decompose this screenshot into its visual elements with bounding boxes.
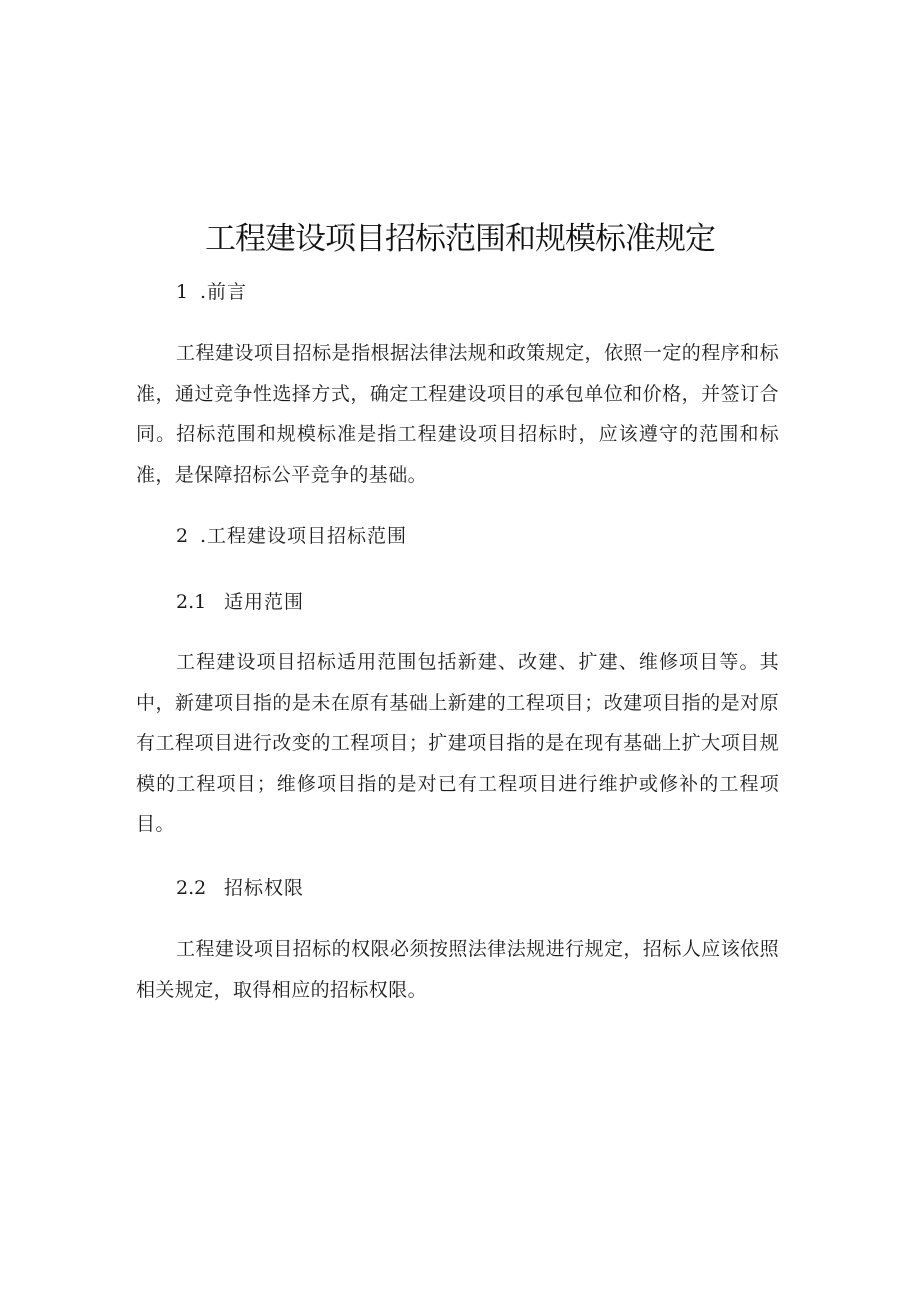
section-number: 2: [176, 525, 189, 547]
section-title: .前言: [200, 281, 248, 303]
subsection-number: 2.1: [176, 591, 207, 613]
section-number: 1: [176, 281, 189, 303]
subsection-title: 适用范围: [224, 591, 305, 613]
section-title: .工程建设项目招标范围: [200, 525, 408, 547]
subsection-heading-tender-authority: [176, 873, 304, 903]
subsection-title: 招标权限: [224, 877, 305, 899]
subsection-number: 2.2: [176, 877, 207, 899]
section-heading-preface: [176, 277, 247, 307]
paragraph-applicable-scope: 工程建设项目招标适用范围包括新建、改建、扩建、维修项目等。其中，新建项目指的是未在原有基础上新建的工程项目；改建项目指的是对原有工程项目进行改变的工程项目；扩建项目指的是在现有基础上扩大项目规模的工程项目；维修项目指的是对已有工程项目进行维护或修补的工程项目。: [136, 651, 779, 835]
paragraph-preface: 工程建设项目招标是指根据法律法规和政策规定，依照一定的程序和标准，通过竞争性选择方式，确定工程建设项目的承包单位和价格，并签订合同。招标范围和规模标准是指工程建设项目招标时，应该遵守的范围和标准，是保障招标公平竞争的基础。: [136, 342, 779, 486]
paragraph-tender-authority: 工程建设项目招标的权限必须按照法律法规进行规定，招标人应该依照相关规定，取得相应的招标权限。: [136, 938, 779, 1001]
document-title: 工程建设项目招标范围和规模标准规定: [205, 221, 715, 257]
subsection-heading-applicable-scope: [176, 587, 304, 617]
section-heading-scope: [176, 521, 407, 551]
